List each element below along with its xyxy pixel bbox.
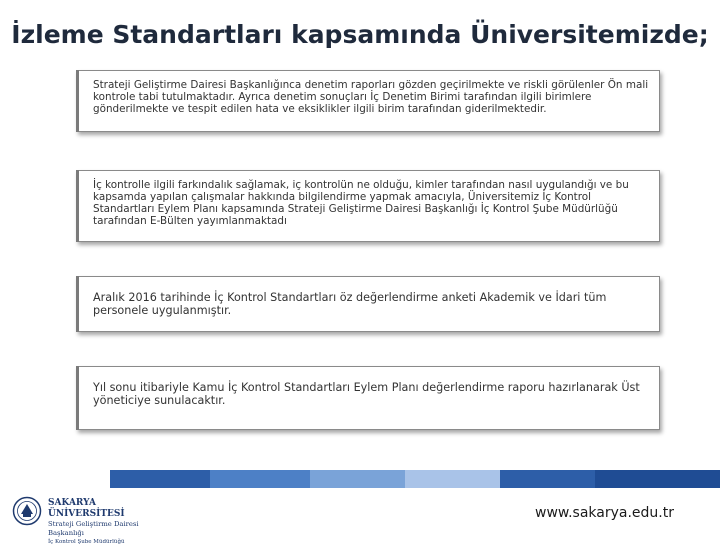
card-2-text: İç kontrolle ilgili farkındalık sağlamak, iç kontrolün ne olduğu, kimler tarafından nasıl uygulandığı ve bu kapsamda yapılan çalışmalar hakkında bilgilendirme yapmak amacıyla, Üniversitemiz İç Kontrol Standartları Eylem Planı kapsamında Strateji Geliştirme Dairesi Başkanlığı İç Kontrol Şube Müdürlüğü tarafından E-Bülten yayımlanmaktadı bbox=[93, 179, 629, 227]
card-3-text: Aralık 2016 tarihinde İç Kontrol Standartları öz değerlendirme anketi Akademik ve İdari tüm personele uygulanmıştır. bbox=[93, 291, 607, 317]
logo-department-name: Strateji Geliştirme Dairesi Başkanlığı bbox=[48, 520, 139, 537]
card-4 bbox=[76, 366, 660, 430]
card-3 bbox=[76, 276, 660, 332]
footer-bar-segment bbox=[0, 470, 110, 488]
footer-bar-segment bbox=[110, 470, 210, 488]
footer-bar-segment bbox=[595, 470, 720, 488]
card-1-text: Strateji Geliştirme Dairesi Başkanlığınca denetim raporları gözden geçirilmekte ve riskli görülenler Ön mali kontrole tabi tutulmaktadır. Ayrıca denetim sonuçları İç Denetim Birimi tarafından ilgili birimlere gönderilmekte ve tespit edilen hata ve eksiklikler ilgili birim tarafından giderilmektedir. bbox=[93, 79, 649, 115]
slide-title: İzleme Standartları kapsamında Üniversitemizde; bbox=[11, 20, 709, 49]
university-emblem-icon bbox=[12, 496, 42, 526]
footer-bar-segment bbox=[310, 470, 405, 488]
logo-unit-name: İç Kontrol Şube Müdürlüğü bbox=[48, 539, 125, 545]
footer-bar-segment bbox=[210, 470, 310, 488]
footer-color-bar bbox=[0, 470, 720, 488]
logo-university-name: SAKARYA ÜNİVERSİTESİ bbox=[48, 498, 125, 519]
card-4-text: Yıl sonu itibariyle Kamu İç Kontrol Standartları Eylem Planı değerlendirme raporu hazırlanarak Üst yöneticiye sunulacaktır. bbox=[93, 381, 640, 407]
website-url: www.sakarya.edu.tr bbox=[535, 505, 674, 521]
footer-bar-segment bbox=[405, 470, 500, 488]
footer-bar-segment bbox=[500, 470, 595, 488]
card-1 bbox=[76, 70, 660, 132]
university-logo bbox=[12, 496, 172, 545]
card-2 bbox=[76, 170, 660, 242]
